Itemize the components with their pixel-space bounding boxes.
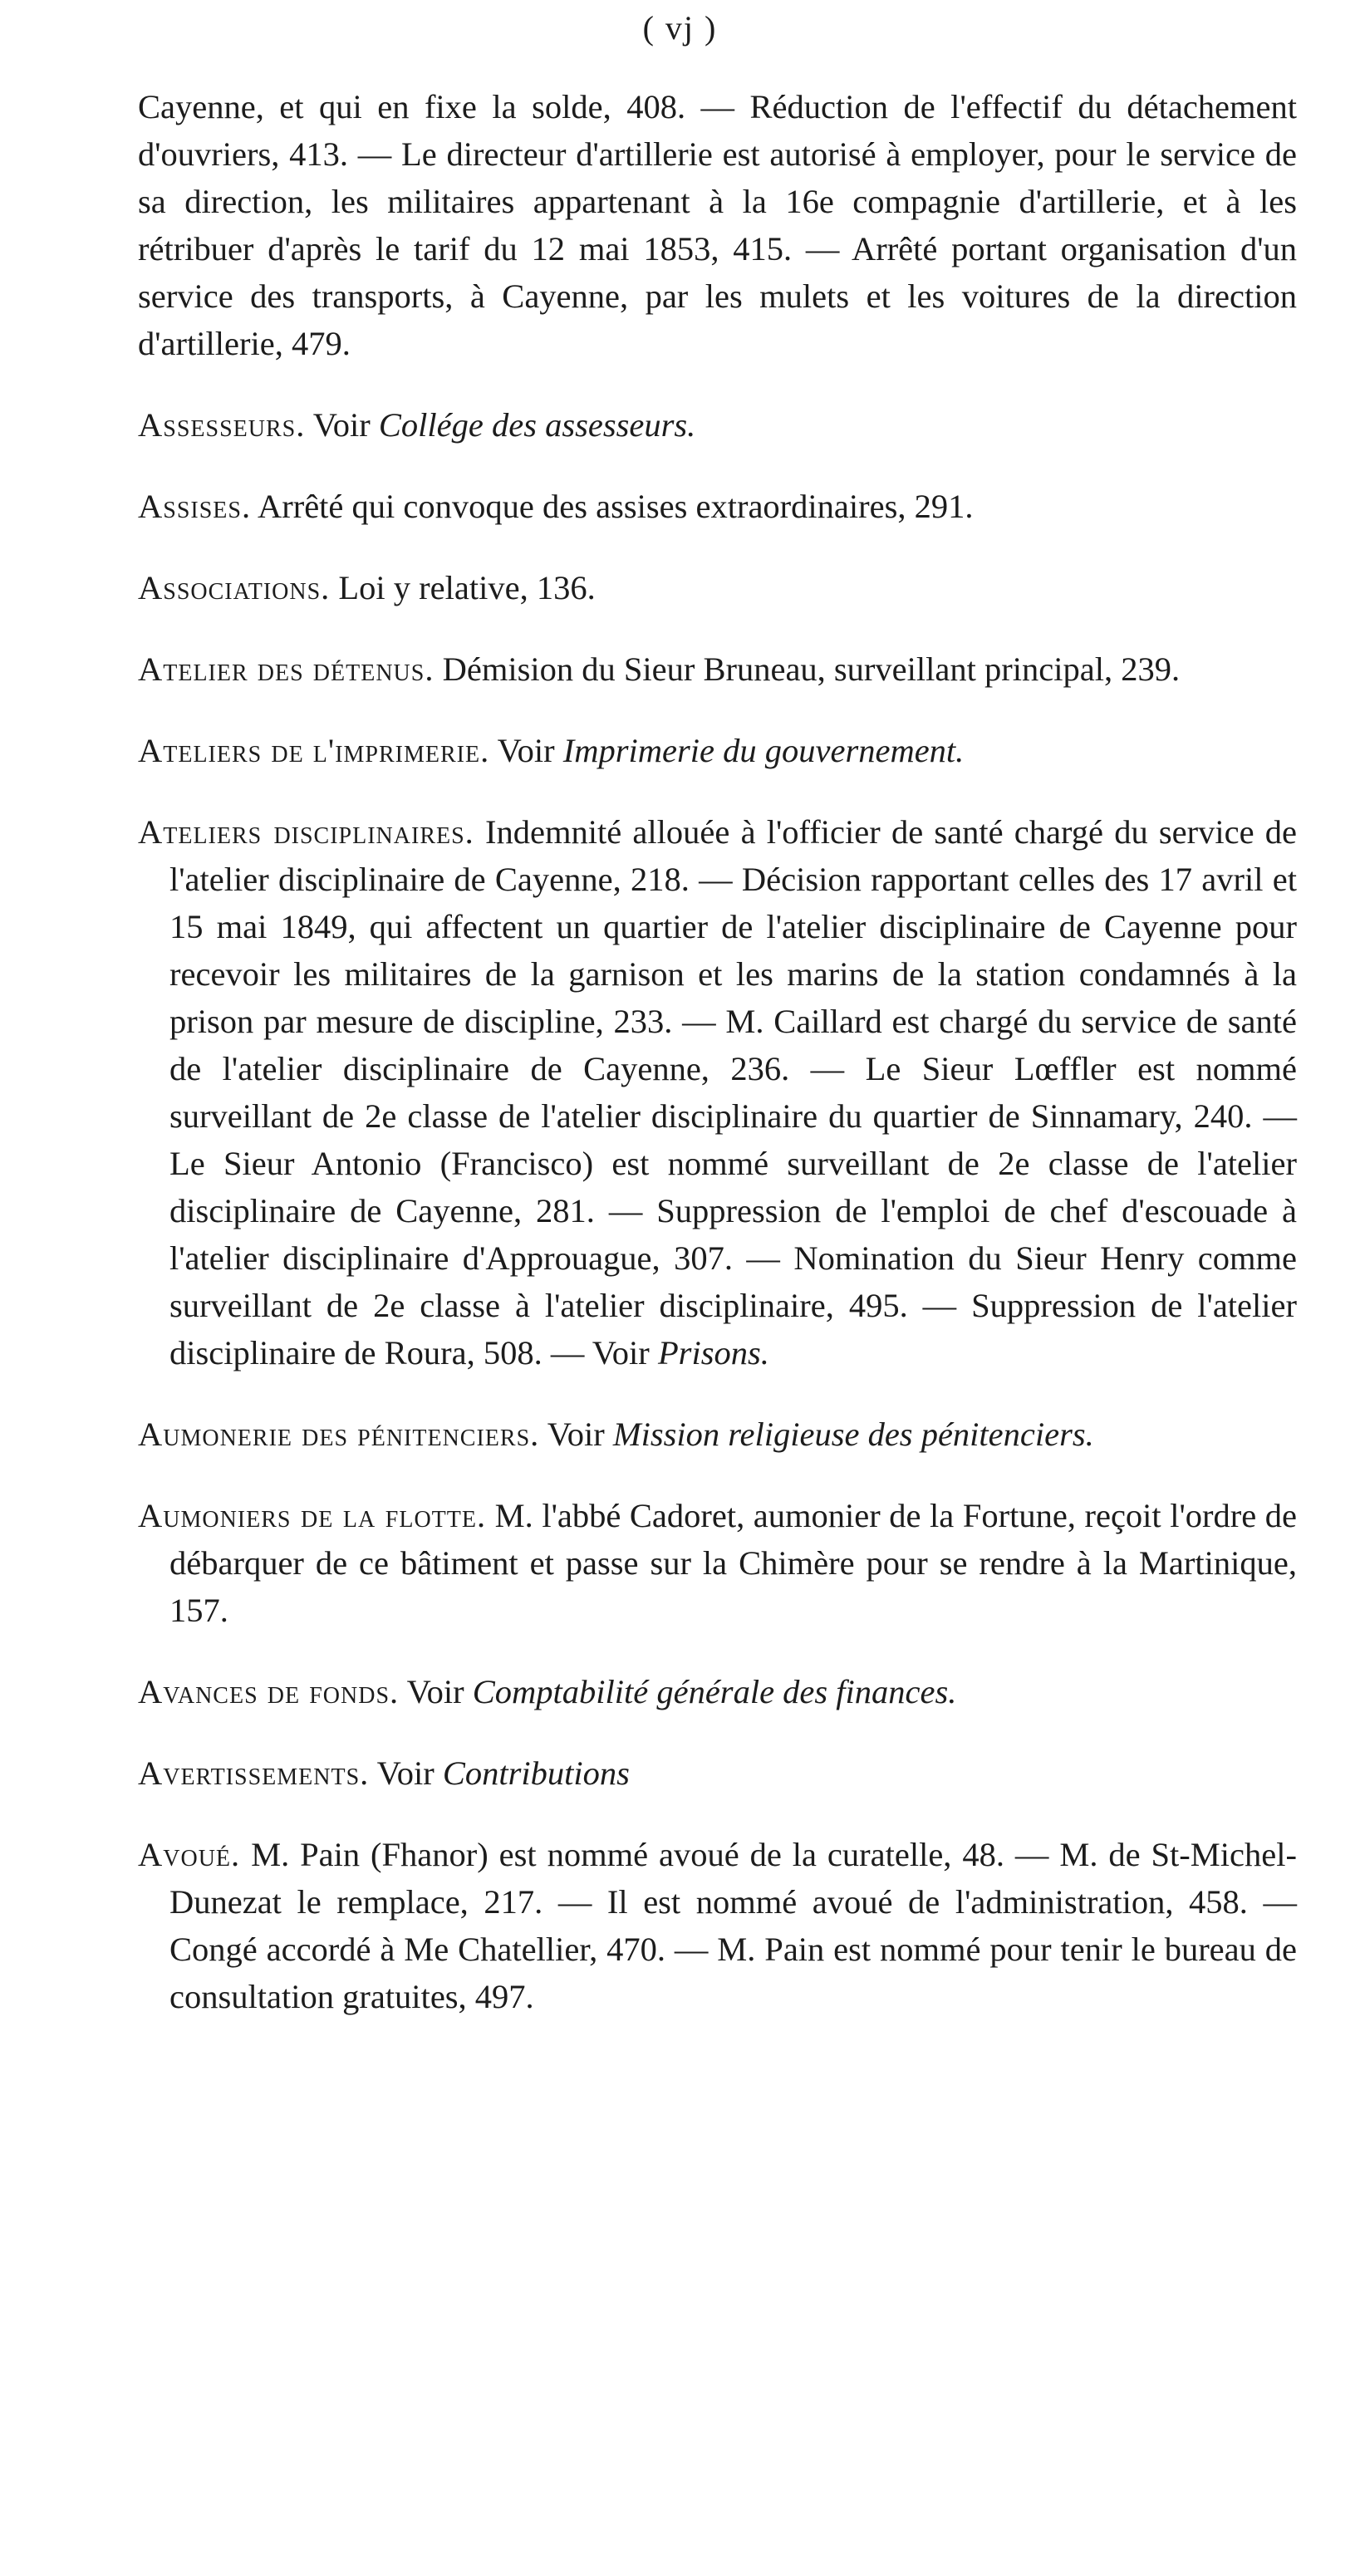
index-entry (138, 401, 1297, 449)
entry-reference: Mission religieuse des pénitenciers. (612, 1416, 1094, 1453)
index-entry (138, 645, 1297, 693)
entry-heading: Ateliers de l'imprimerie. (138, 732, 490, 769)
entry-reference: Imprimerie du gouvernement. (562, 732, 965, 769)
entry-text: M. Pain (Fhanor) est nommé avoué de la curatelle, 48. — M. de St-Michel-Dunezat le remplace, 217. — Il est nommé avoué de l'administration, 458. — Congé accordé à Me Chatellier, 470. — M. Pain est nommé pour tenir le bureau de consultation gratuites, 497. (169, 1836, 1297, 2015)
entry-heading: Assises. (138, 488, 252, 525)
entry-text: Indemnité allouée à l'officier de santé chargé du service de l'atelier disciplinaire de Cayenne, 218. — Décision rapportant celles des 17 avril et 15 mai 1849, qui affectent un quartier de l'atelier disciplinaire de Cayenne pour recevoir les militaires de la garnison et les marins de la station condamnés à la prison par mesure de discipline, 233. — M. Caillard est chargé du service de santé de l'atelier disciplinaire de Cayenne, 236. — Le Sieur Lœffler est nommé surveillant de 2e classe de l'atelier disciplinaire du quartier de Sinnamary, 240. — Le Sieur Antonio (Francisco) est nommé surveillant de 2e classe de l'atelier disciplinaire de Cayenne, 281. — Suppression de l'emploi de chef d'escouade à l'atelier disciplinaire d'Approuague, 307. — Nomination du Sieur Henry comme surveillant de 2e classe à l'atelier disciplinaire, 495. — Suppression de l'atelier disciplinaire de Roura, 508. — Voir (169, 813, 1298, 1371)
entry-heading: Avertissements. (138, 1754, 370, 1792)
entry-heading: Associations. (138, 569, 331, 606)
entry-text: M. l'abbé Cadoret, aumonier de la Fortune, reçoit l'ordre de débarquer de ce bâtiment et passe sur la Chimère pour se rendre à la Martinique, 157. (169, 1497, 1297, 1629)
entry-heading: Ateliers disciplinaires. (138, 813, 474, 851)
index-entry (138, 1749, 1297, 1797)
index-entry (138, 83, 1297, 367)
index-entry (138, 483, 1297, 530)
entry-reference: Comptabilité générale des finances. (472, 1673, 957, 1710)
index-entry (138, 1831, 1297, 2020)
page-number: ( vj ) (642, 9, 718, 47)
entry-reference: Collége des assesseurs. (378, 406, 696, 444)
index-entry (138, 808, 1297, 1376)
entry-text: Loi y relative, 136. (338, 569, 596, 606)
entry-text: Arrêté qui convoque des assises extraordinaires, 291. (257, 488, 974, 525)
entry-text: Voir (547, 1416, 605, 1453)
entry-reference: Prisons. (657, 1334, 769, 1371)
entry-text: Démision du Sieur Bruneau, surveillant principal, 239. (442, 650, 1181, 688)
entry-text: Voir (376, 1754, 435, 1792)
entry-heading: Aumoniers de la flotte. (138, 1497, 487, 1534)
entry-heading: Avoué. (138, 1836, 241, 1873)
entry-heading: Atelier des détenus. (138, 650, 435, 688)
index-entry (138, 1668, 1297, 1715)
index-entry (138, 564, 1297, 611)
entry-text: Voir (406, 1673, 464, 1710)
index-entry (138, 1492, 1297, 1634)
entry-heading: Avances de fonds. (138, 1673, 400, 1710)
entry-heading: Assesseurs. (138, 406, 306, 444)
index-entry (138, 727, 1297, 774)
entry-text: Voir (312, 406, 371, 444)
index-entry (138, 1411, 1297, 1458)
index-body (138, 83, 1297, 2054)
entry-text: Voir (497, 732, 555, 769)
entry-text: Cayenne, et qui en fixe la solde, 408. — Réduction de l'effectif du détachement d'ouvriers, 413. — Le directeur d'artillerie est autorisé à employer, pour le service de sa direction, les militaires appartenant à la 16e compagnie d'artillerie, et à les rétribuer d'après le tarif du 12 mai 1853, 415. — Arrêté portant organisation d'un service des transports, à Cayenne, par les mulets et les voitures de la direction d'artillerie, 479. (138, 88, 1297, 362)
entry-heading: Aumonerie des pénitenciers. (138, 1416, 540, 1453)
entry-reference: Contributions (442, 1754, 630, 1792)
